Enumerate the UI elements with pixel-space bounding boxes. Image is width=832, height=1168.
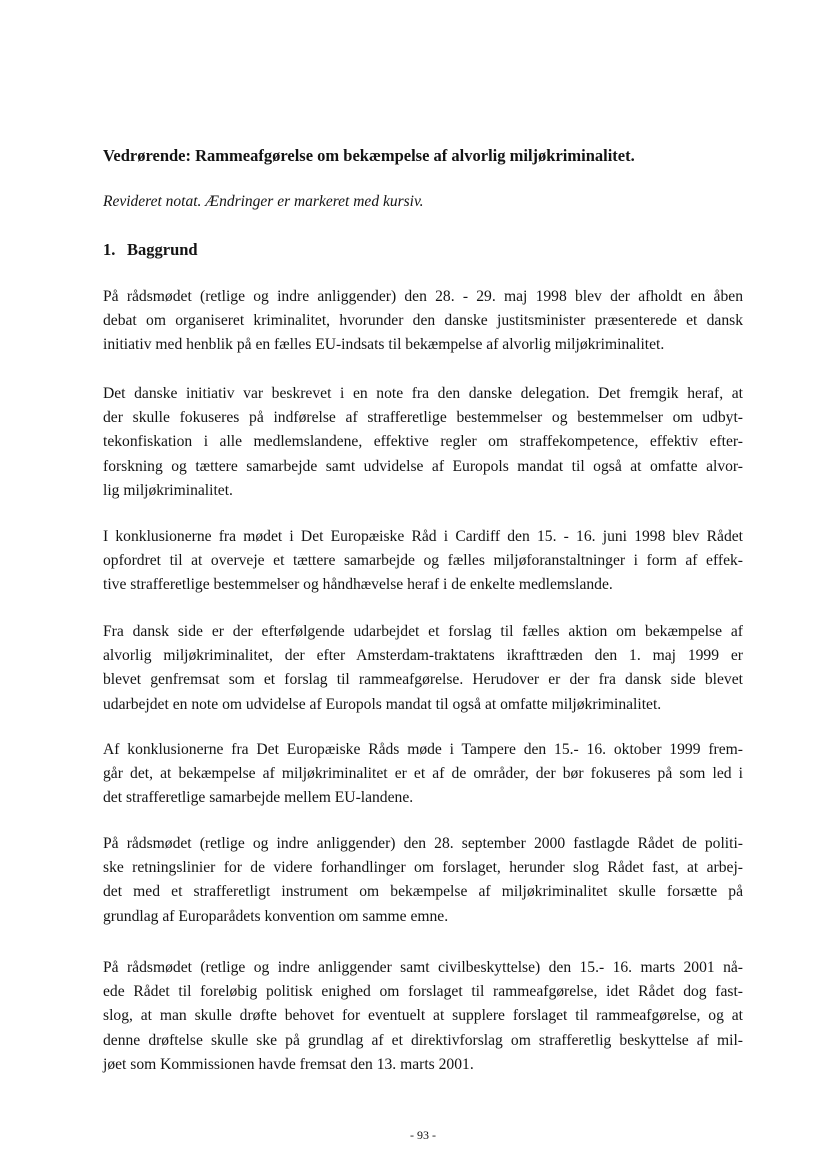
paragraph-line: forskning og tættere samarbejde samt udvidelse af Europols mandat til også at omfatte alvor- <box>103 457 743 475</box>
paragraph-7 <box>103 956 743 1077</box>
paragraph-line: denne drøftelse skulle ske på grundlag af et direktivforslag om strafferetlig beskyttelse af mil- <box>103 1031 743 1049</box>
paragraph-line: lig miljøkriminalitet. <box>103 481 233 499</box>
document-title: Vedrørende: Rammeafgørelse om bekæmpelse af alvorlig miljøkriminalitet. <box>103 146 635 165</box>
paragraph-1 <box>103 285 743 358</box>
paragraph-line: blevet genfremsat som et forslag til rammeafgørelse. Herudover er der fra dansk side blevet <box>103 671 743 689</box>
paragraph-line: går det, at bekæmpelse af miljøkriminalitet er et af de områder, der bør fokuseres på som led i <box>103 765 743 783</box>
paragraph-2 <box>103 382 743 503</box>
paragraph-line: grundlag af Europarådets konvention om samme emne. <box>103 907 449 925</box>
paragraph-line: det strafferetlige samarbejde mellem EU-landene. <box>103 789 414 807</box>
paragraph-3 <box>103 525 743 598</box>
paragraph-line: I konklusionerne fra mødet i Det Europæiske Råd i Cardiff den 15. - 16. juni 1998 blev Rådet <box>103 528 743 545</box>
paragraph-line: opfordret til at overveje et tættere samarbejde og fælles miljøforanstaltninger i form af effek- <box>103 552 743 570</box>
page-number: - 93 - <box>410 1128 436 1142</box>
paragraph-line: udarbejdet en note om udvidelse af Europols mandat til også at omfatte miljøkriminalitet. <box>103 695 662 713</box>
paragraph-6 <box>103 832 743 929</box>
paragraph-5 <box>103 738 743 811</box>
section-number: 1. <box>103 240 116 259</box>
paragraph-line: Det danske initiativ var beskrevet i en note fra den danske delegation. Det fremgik heraf, at <box>103 385 743 402</box>
paragraph-line: På rådsmødet (retlige og indre anliggender) den 28. september 2000 fastlagde Rådet de politi- <box>103 835 743 852</box>
paragraph-line: tive strafferetlige bestemmelser og håndhævelse heraf i de enkelte medlemslande. <box>103 576 613 594</box>
paragraph-line: Af konklusionerne fra Det Europæiske Råds møde i Tampere den 15.- 16. oktober 1999 frem- <box>103 741 743 758</box>
paragraph-line: der skulle fokuseres på indførelse af strafferetlige bestemmelser og bestemmelser om udbyt- <box>103 409 743 427</box>
paragraph-line: ede Rådet til foreløbig politisk enighed om forslaget til rammeafgørelse, idet Rådet dog fast- <box>103 983 743 1001</box>
paragraph-line: tekonfiskation i alle medlemslandene, effektive regler om straffekompetence, effektiv efter- <box>103 433 743 451</box>
paragraph-line: initiativ med henblik på en fælles EU-indsats til bekæmpelse af alvorlig miljøkriminalitet. <box>103 336 665 354</box>
section-heading <box>103 240 198 260</box>
paragraph-line: det med et strafferetligt instrument om bekæmpelse af miljøkriminalitet skulle forsætte på <box>103 883 743 901</box>
paragraph-line: jøet som Kommissionen havde fremsat den 13. marts 2001. <box>103 1055 474 1073</box>
paragraph-line: På rådsmødet (retlige og indre anliggender) den 28. - 29. maj 1998 blev der afholdt en åben <box>103 288 743 305</box>
section-heading-text: Baggrund <box>127 240 198 259</box>
paragraph-line: slog, at man skulle drøfte behovet for eventuelt at supplere forslaget til rammeafgørelse, og at <box>103 1007 743 1025</box>
paragraph-4 <box>103 620 743 717</box>
paragraph-line: ske retningslinier for de videre forhandlinger om forslaget, herunder slog Rådet fast, at arbej- <box>103 859 743 877</box>
document-page <box>103 0 743 1168</box>
paragraph-line: På rådsmødet (retlige og indre anliggender samt civilbeskyttelse) den 15.- 16. marts 2001 nå- <box>103 959 743 976</box>
document-subtitle: Revideret notat. Ændringer er markeret med kursiv. <box>103 193 424 210</box>
paragraph-line: alvorlig miljøkriminalitet, der efter Amsterdam-traktatens ikrafttræden den 1. maj 1999 er <box>103 647 743 665</box>
paragraph-line: debat om organiseret kriminalitet, hvorunder den danske justitsminister præsenterede et dansk <box>103 312 743 330</box>
paragraph-line: Fra dansk side er der efterfølgende udarbejdet et forslag til fælles aktion om bekæmpelse af <box>103 623 743 640</box>
